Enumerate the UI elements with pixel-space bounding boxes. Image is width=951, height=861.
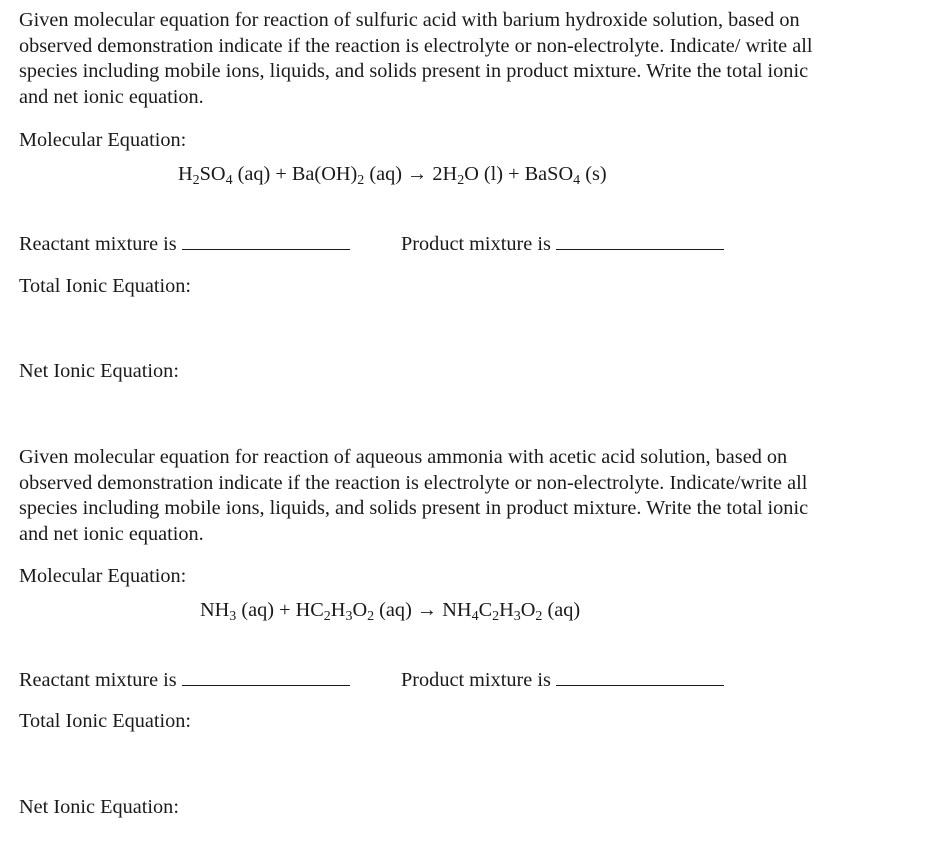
section2-reactant-label: Reactant mixture is: [19, 669, 177, 691]
section2-net-ionic-label: Net Ionic Equation:: [19, 796, 179, 818]
section1-reactant-label: Reactant mixture is: [19, 233, 177, 255]
section2-reactant-blank[interactable]: [182, 667, 350, 686]
section1-reactant-row: [19, 231, 350, 256]
section1-reactant-blank[interactable]: [182, 231, 350, 250]
section1-product-blank[interactable]: [556, 231, 724, 250]
section1-instructions: Given molecular equation for reaction of sulfuric acid with barium hydroxide solution, based on observed demonstration indicate if the reaction is electrolyte or non-electrolyte. Indicate/ write all species including mobile ions, liquids, and solids present in product mixture. Write the total ionic and net ionic equation.: [19, 9, 813, 108]
section2-product-blank[interactable]: [556, 667, 724, 686]
section2-molecular-label: Molecular Equation:: [19, 565, 187, 587]
section2-reactant-row: [19, 667, 350, 692]
section2-product-label: Product mixture is: [401, 669, 551, 691]
section2-product-row: [401, 667, 724, 692]
section2-instructions: Given molecular equation for reaction of aqueous ammonia with acetic acid solution, based on observed demonstration indicate if the reaction is electrolyte or non-electrolyte. Indicate/write all species including mobile ions, liquids, and solids present in product mixture. Write the total ionic and net ionic equation.: [19, 446, 809, 545]
section1-molecular-label: Molecular Equation:: [19, 129, 187, 151]
section1-molecular-equation: $H_2SO_4$ $(aq) + Ba(OH)_2$ $(aq) \to 2H_2O$ (l) + BaSO$_4$ (s): [178, 163, 607, 188]
section1-net-ionic-label: Net Ionic Equation:: [19, 360, 179, 382]
section1-product-row: [401, 231, 724, 256]
section2-total-ionic-label: Total Ionic Equation:: [19, 710, 192, 732]
section2-molecular-equation: $NH_3$ $(aq) + HC_2H_3O_2$ $(aq) \to NH_4C_2H_3O_2$ (aq): [200, 599, 581, 624]
section1-total-ionic-label: Total Ionic Equation:: [19, 275, 192, 297]
section1-product-label: Product mixture is: [401, 233, 551, 255]
